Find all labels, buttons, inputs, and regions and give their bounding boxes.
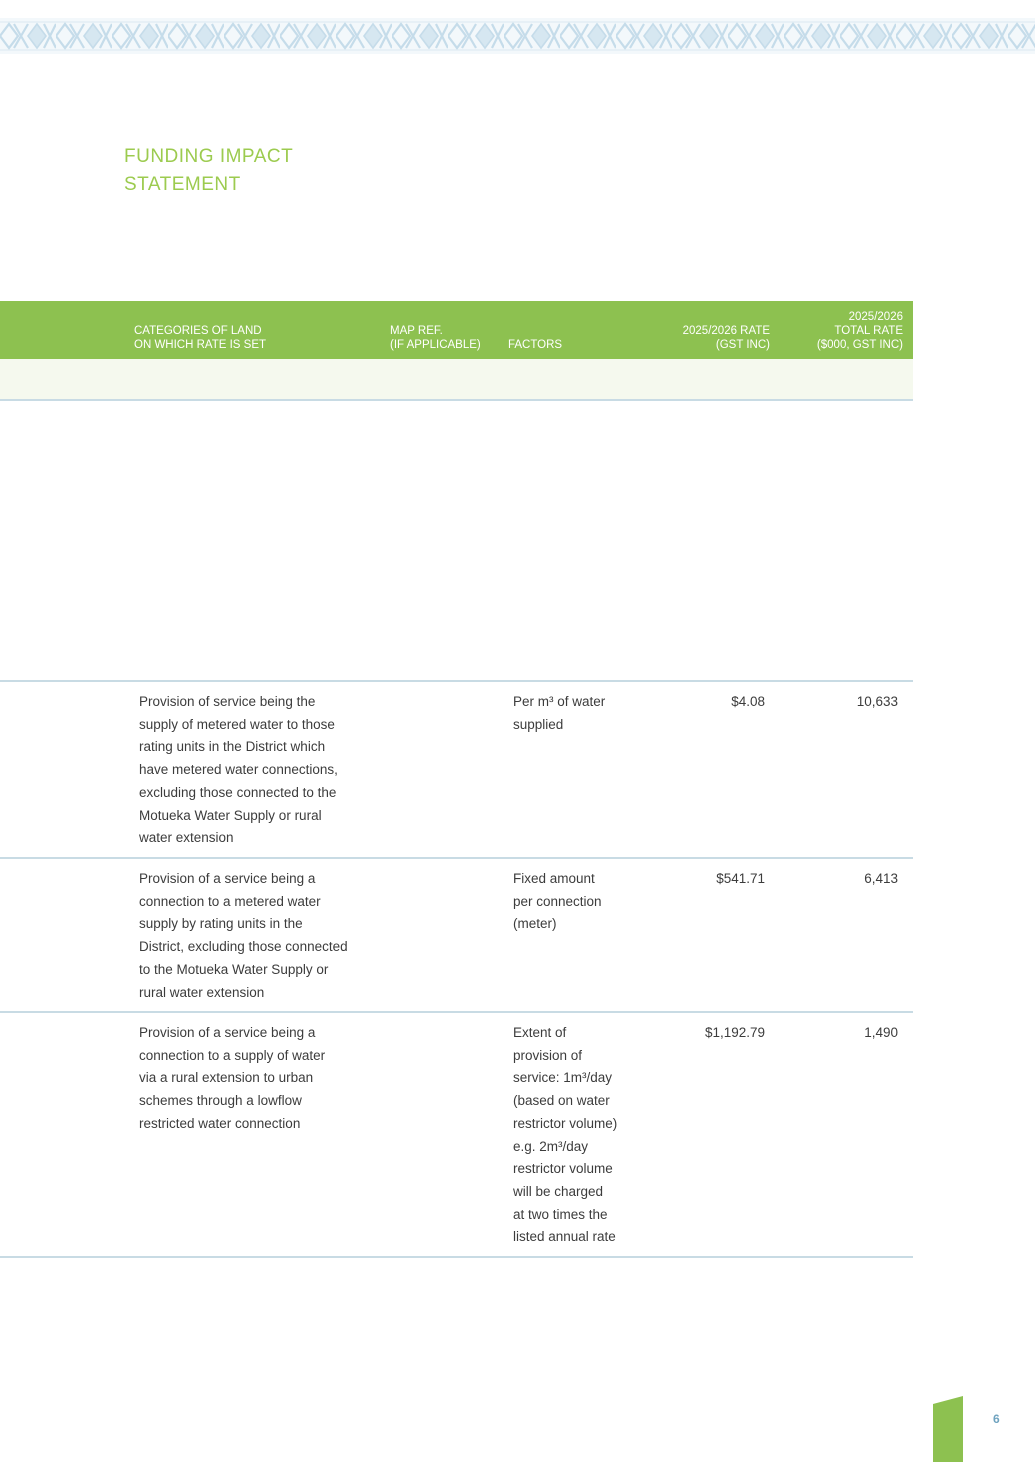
row-description <box>139 1022 379 1136</box>
factors-line: supplied <box>513 716 564 732</box>
header-categories-line-2: ON WHICH RATE IS SET <box>134 339 267 351</box>
row-rate: $1,192.79 <box>704 1025 765 1040</box>
factors-line: restrictor volume <box>513 1161 613 1177</box>
header-total-line-2: TOTAL RATE <box>834 325 903 337</box>
factors-line: will be charged <box>513 1183 604 1199</box>
factors-line: e.g. 2m³/day <box>513 1138 589 1154</box>
description-line: rural water extension <box>139 984 265 1000</box>
page-tab-marker <box>933 1396 963 1462</box>
description-line: supply by rating units in the <box>139 916 303 932</box>
row-total-rate: 1,490 <box>864 1025 898 1040</box>
factors-line: at two times the <box>513 1206 608 1222</box>
description-line: Motueka Water Supply or rural <box>139 807 322 823</box>
factors-line: Fixed amount <box>513 871 595 886</box>
factors-line: listed annual rate <box>513 1229 616 1245</box>
description-line: to the Motueka Water Supply or <box>139 961 329 977</box>
header-map-ref <box>390 324 481 352</box>
description-line: water extension <box>139 830 234 846</box>
description-line: Provision of a service being a <box>139 1025 316 1040</box>
table-divider <box>0 1011 913 1013</box>
factors-line: (based on water <box>513 1093 610 1109</box>
page-title <box>124 143 293 199</box>
header-factors <box>508 338 562 352</box>
factors-line: restrictor volume) <box>513 1115 618 1131</box>
header-total-line-3: ($000, GST INC) <box>816 339 903 351</box>
factors-line: Extent of <box>513 1025 567 1040</box>
description-line: have metered water connections, <box>139 762 338 778</box>
description-line: Provision of service being the <box>139 694 316 709</box>
woven-pattern-icon <box>0 18 1035 54</box>
table-header <box>0 301 913 359</box>
description-line: connection to a metered water <box>139 893 321 909</box>
row-total-rate: 10,633 <box>856 694 898 709</box>
description-line: via a rural extension to urban <box>139 1070 314 1086</box>
table-divider <box>0 680 913 682</box>
page-number: 6 <box>993 1412 1000 1426</box>
factors-line: Per m³ of water <box>513 694 606 709</box>
description-line: schemes through a lowflow <box>139 1093 302 1109</box>
header-categories-line-1: CATEGORIES OF LAND <box>134 325 262 337</box>
header-total-line-1: 2025/2026 <box>848 311 903 323</box>
header-map-ref-line-1: MAP REF. <box>390 325 443 337</box>
table-divider <box>0 399 913 401</box>
row-total-rate: 6,413 <box>864 871 898 886</box>
description-line: connection to a supply of water <box>139 1047 326 1063</box>
header-map-ref-line-2: (IF APPLICABLE) <box>390 339 481 351</box>
header-factors-line-1: FACTORS <box>508 339 563 351</box>
description-line: District, excluding those connected <box>139 939 348 955</box>
table-divider <box>0 1256 913 1258</box>
description-line: rating units in the District which <box>139 739 326 755</box>
factors-line: provision of <box>513 1047 583 1063</box>
row-rate: $541.71 <box>716 871 765 886</box>
description-line: excluding those connected to the <box>139 784 337 800</box>
table-subheader-band <box>0 359 913 400</box>
row-description <box>139 691 379 850</box>
factors-line: (meter) <box>513 916 557 932</box>
description-line: restricted water connection <box>139 1115 301 1131</box>
row-rate: $4.08 <box>731 694 765 709</box>
row-factors <box>513 691 643 736</box>
header-rate <box>683 324 770 352</box>
description-line: supply of metered water to those <box>139 716 335 732</box>
page-title-line-2: STATEMENT <box>124 174 241 195</box>
row-description <box>139 868 379 1004</box>
header-total-rate <box>817 310 903 352</box>
header-rate-line-2: (GST INC) <box>715 339 770 351</box>
table-divider <box>0 857 913 859</box>
factors-line: service: 1m³/day <box>513 1070 613 1086</box>
row-factors <box>513 1022 643 1249</box>
header-categories <box>134 324 266 352</box>
factors-line: per connection <box>513 893 602 909</box>
description-line: Provision of a service being a <box>139 871 316 886</box>
row-factors <box>513 868 643 936</box>
header-rate-line-1: 2025/2026 RATE <box>682 325 770 337</box>
page-title-line-1: FUNDING IMPACT <box>124 146 294 167</box>
